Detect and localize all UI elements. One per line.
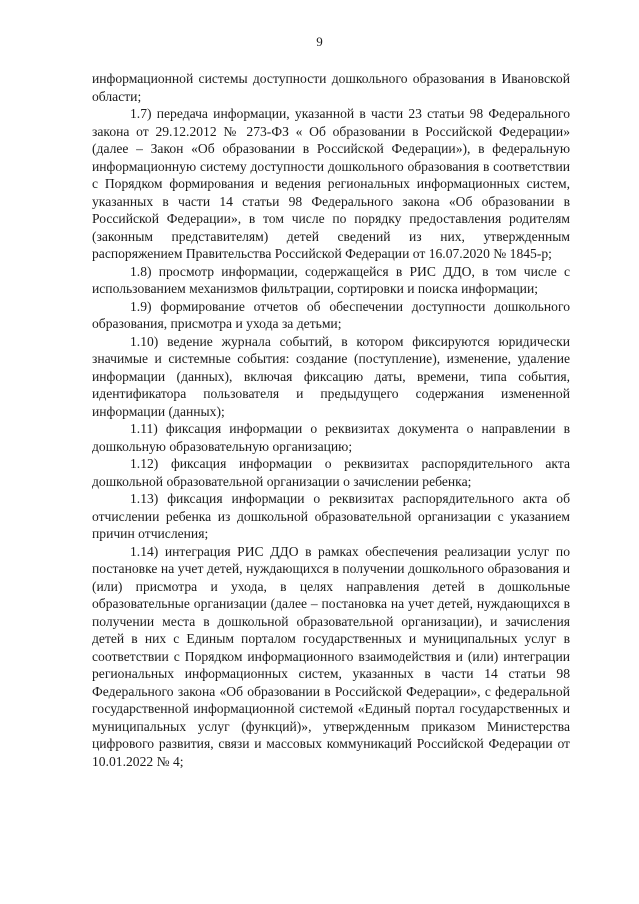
paragraph-item-1-9: 1.9) формирование отчетов об обеспечении доступности дошкольного образования, присмотра и ухода за детьми; [92, 298, 570, 331]
paragraph-item-1-12: 1.12) фиксация информации о реквизитах распорядительного акта дошкольной образовательной организации о зачислении ребенка; [92, 456, 570, 489]
document-body [92, 70, 570, 770]
paragraph-continuation: информационной системы доступности дошкольного образования в Ивановской области; [92, 71, 570, 104]
paragraph-item-1-14: 1.14) интеграция РИС ДДО в рамках обеспечения реализации услуг по постановке на учет детей, нуждающихся в получении дошкольного образования и (или) присмотра и ухода, в целях направления детей в дошкольные образовательные организации (далее – постановка на учет детей, нуждающихся в получении места в дошкольной образовательной организации), и зачисления детей в них с Единым порталом государственных и муниципальных услуг в соответствии с Порядком информационного взаимодействия и (или) интеграции региональных информационных систем, указанных в части 14 статьи 98 Федерального закона «Об образовании в Российской Федерации», с федеральной государственной информационной системой «Единый портал государственных и муниципальных услуг (функций)», утвержденным приказом Министерства цифрового развития, связи и массовых коммуникаций Российской Федерации от 10.01.2022 № 4; [92, 543, 570, 769]
paragraph-item-1-7: 1.7) передача информации, указанной в части 23 статьи 98 Федерального закона от 29.12.2012 № 273-ФЗ « Об образовании в Российской Федерации» (далее – Закон «Об образовании в Российской Федерации»), в федеральную информационную систему доступности дошкольного образования в соответствии с Порядком формирования и ведения региональных информационных систем, указанных в части 14 статьи 98 Федерального закона «Об образовании в Российской Федерации», в том числе по порядку предоставления родителям (законным представителям) детей сведений из них, утвержденным распоряжением Правительства Российской Федерации от 16.07.2020 № 1845-р; [92, 106, 570, 261]
page-number: 9 [316, 34, 323, 49]
paragraph-item-1-10: 1.10) ведение журнала событий, в котором фиксируются юридически значимые и системные события: создание (поступление), изменение, удаление информации (данных), включая фиксацию даты, времени, типа события, идентификатора пользователя и предыдущего содержания измененной информации (данных); [92, 333, 570, 419]
paragraph-item-1-8: 1.8) просмотр информации, содержащейся в РИС ДДО, в том числе с использованием механизмов фильтрации, сортировки и поиска информации; [92, 263, 570, 296]
paragraph-item-1-13: 1.13) фиксация информации о реквизитах распорядительного акта об отчислении ребенка из дошкольной образовательной организации с указанием причин отчисления; [92, 491, 570, 541]
paragraph-item-1-11: 1.11) фиксация информации о реквизитах документа о направлении в дошкольную образовательную организацию; [92, 421, 570, 454]
